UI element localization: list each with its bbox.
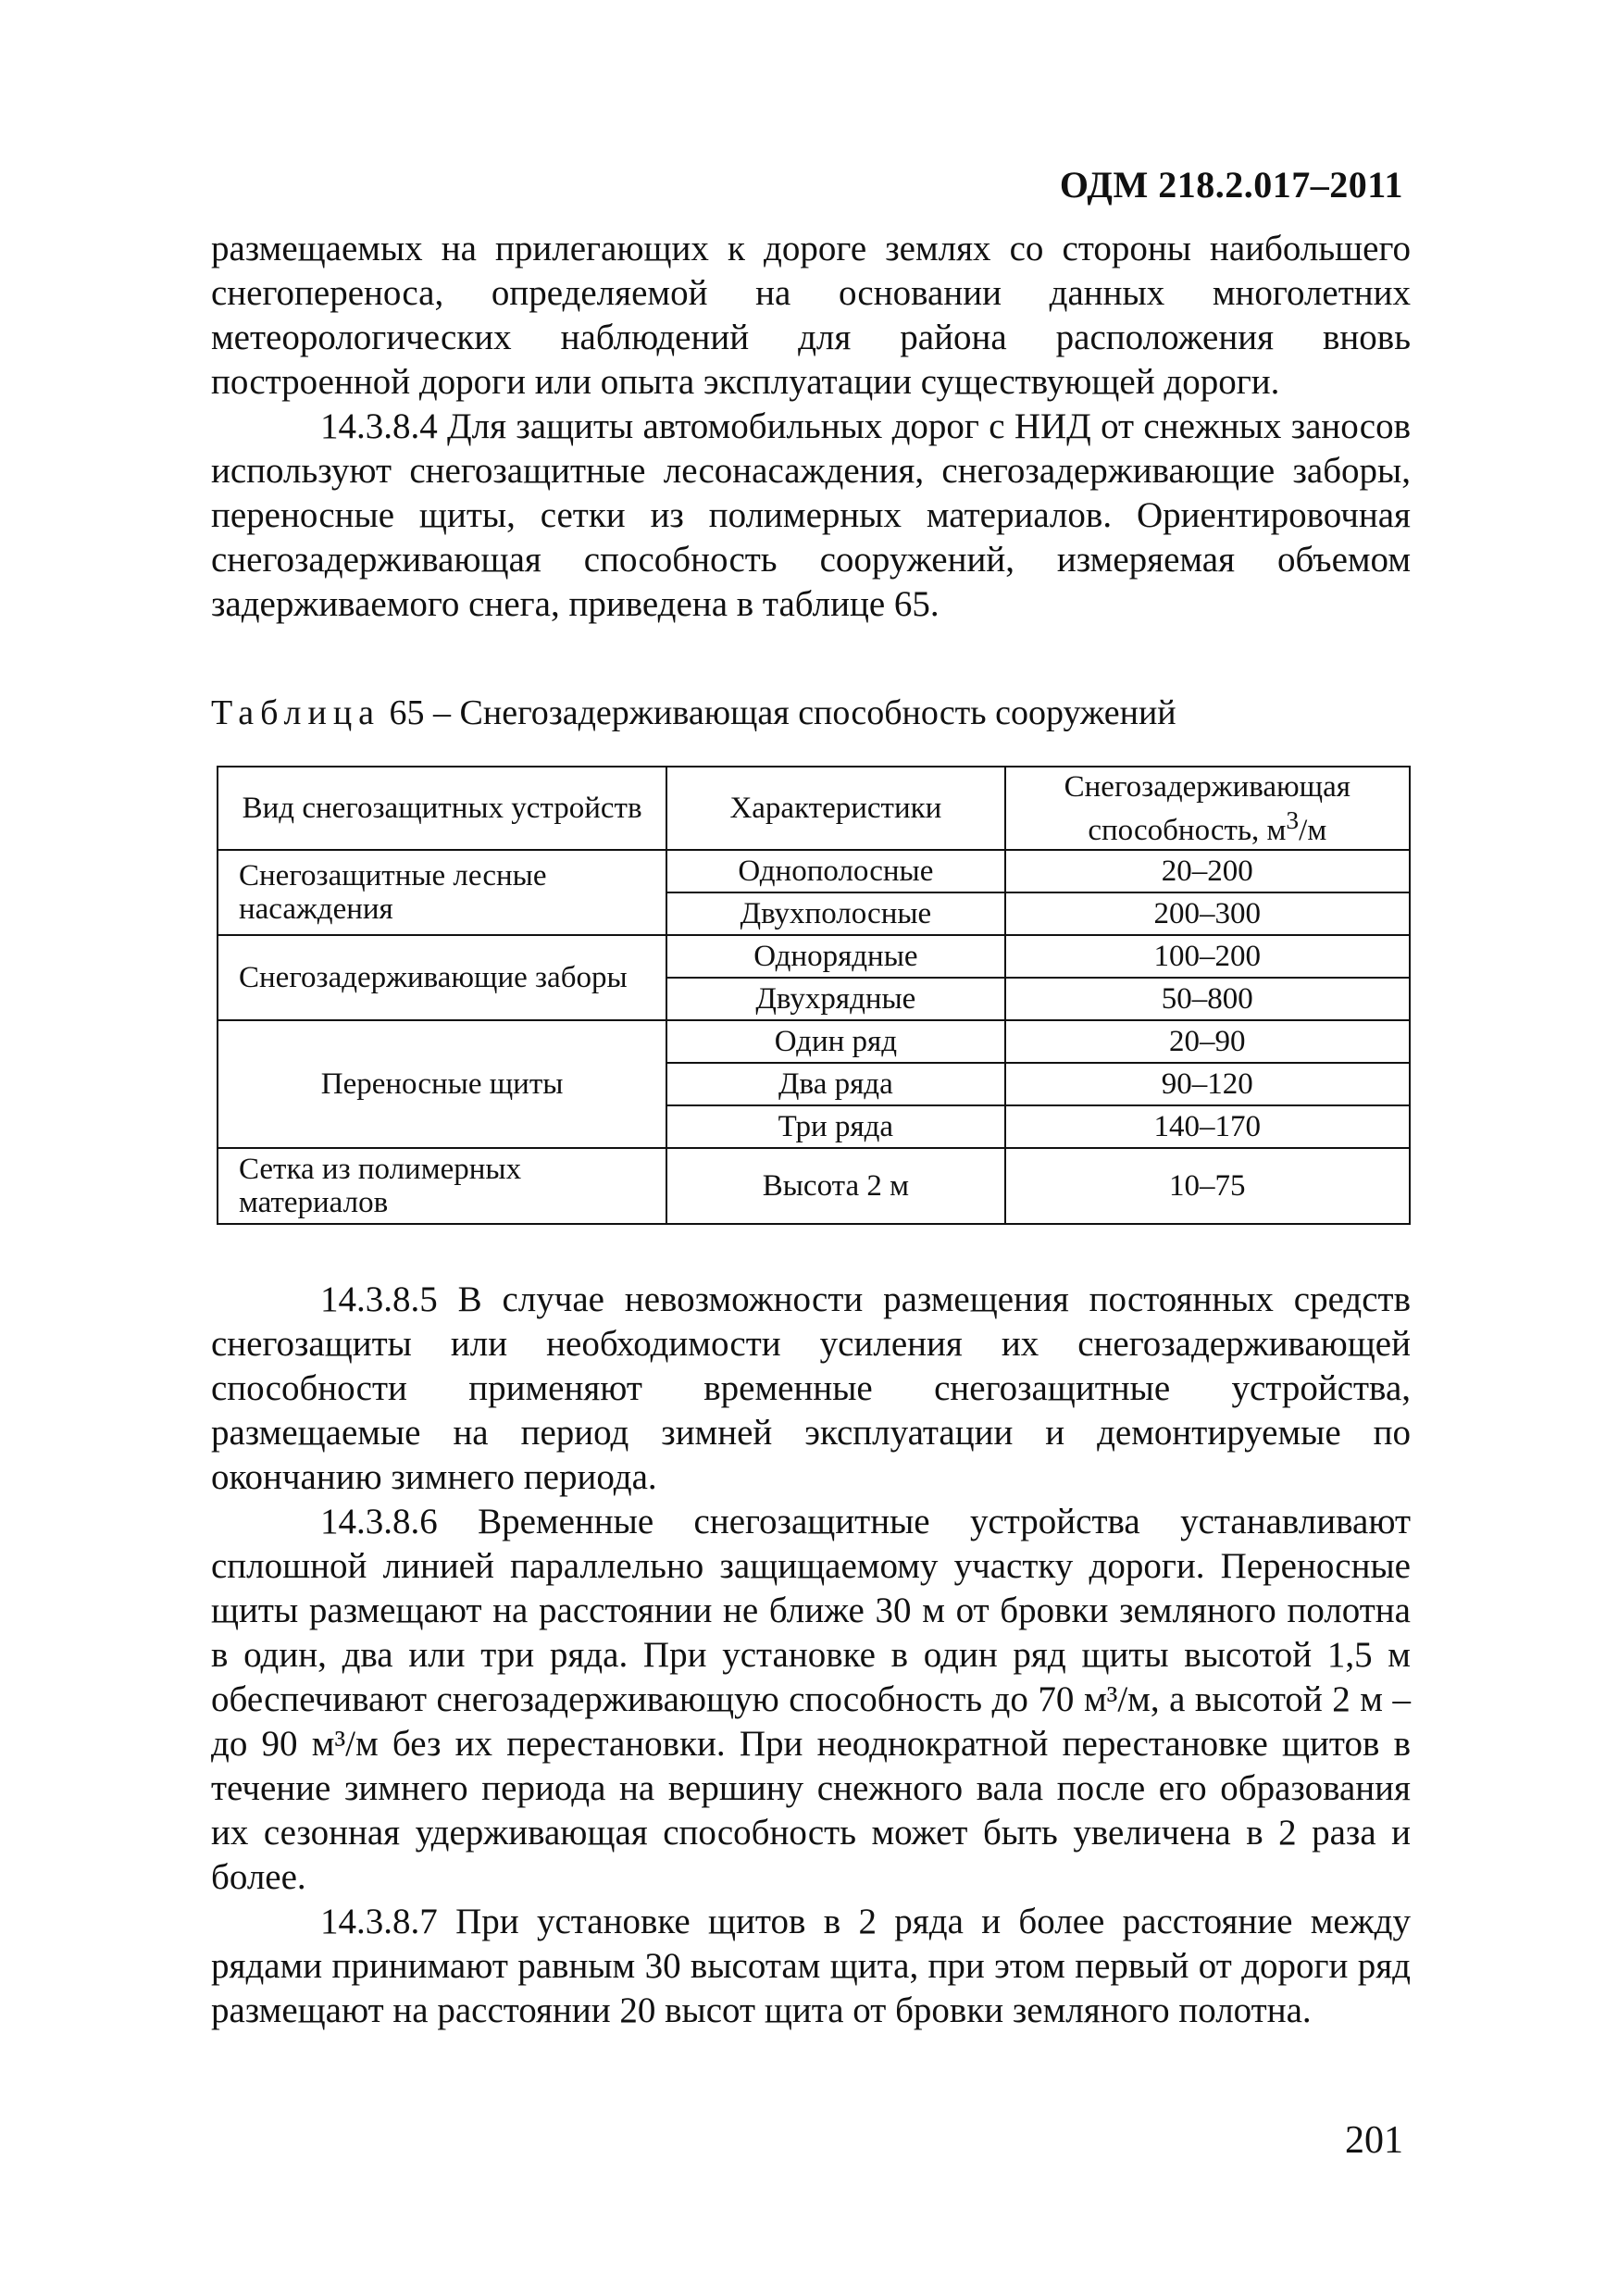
group-name-forest: Снегозащитные лесные насаждения	[218, 850, 666, 935]
table-caption-title: 65 – Снегозадерживающая способность сооружений	[380, 693, 1176, 732]
capacity-cell: 20–200	[1005, 850, 1410, 892]
paragraph-14-3-8-4: 14.3.8.4 Для защиты автомобильных дорог с НИД от снежных заносов используют снегозащитные лесонасаждения, снегозадерживающие заборы, переносные щиты, сетки из полимерных материалов. Ориентировочная снегозадерживающая способность сооружений, измеряемая объемом задерживаемого снега, приведена в таблице 65.	[211, 406, 1411, 624]
group-name-fences: Снегозадерживающие заборы	[218, 935, 666, 1020]
header-capacity-text: Снегозадерживающая способность, м	[1064, 769, 1350, 847]
paragraph-continuation: размещаемых на прилегающих к дороге землях со стороны наибольшего снегопереноса, определяемой на основании данных многолетних метеорологических наблюдений для района расположения вновь построенной дороги или опыта эксплуатации существующей дороги.	[211, 229, 1411, 402]
table-row	[218, 1148, 1410, 1224]
characteristic-cell: Двухрядные	[666, 978, 1004, 1020]
characteristic-cell: Два ряда	[666, 1063, 1004, 1105]
capacity-cell: 20–90	[1005, 1020, 1410, 1063]
table-row	[218, 1020, 1410, 1063]
paragraph-14-3-8-6: 14.3.8.6 Временные снегозащитные устройства устанавливают сплошной линией параллельно защищаемому участку дороги. Переносные щиты размещают на расстоянии не ближе 30 м от бровки земляного полотна в один, два или три ряда. При установке в один ряд щиты высотой 1,5 м обеспечивают снегозадерживающую способность до 70 м³/м, а высотой 2 м – до 90 м³/м без их перестановки. При неоднократной перестановке щитов в течение зимнего периода на вершину снежного вала после его образования их сезонная удерживающая способность может быть увеличена в 2 раза и более.	[211, 1502, 1411, 1897]
characteristic-cell: Однорядные	[666, 935, 1004, 978]
characteristic-cell: Высота 2 м	[666, 1148, 1004, 1224]
header-capacity-unit: /м	[1299, 813, 1327, 847]
page-number: 201	[1345, 2119, 1403, 2162]
capacity-cell: 200–300	[1005, 892, 1410, 935]
text-block-bottom	[211, 1278, 1411, 2033]
characteristic-cell: Однополосные	[666, 850, 1004, 892]
capacity-cell: 50–800	[1005, 978, 1410, 1020]
paragraph-14-3-8-5: 14.3.8.5 В случае невозможности размещения постоянных средств снегозащиты или необходимости усиления их снегозадерживающей способности применяют временные снегозащитные устройства, размещаемые на период зимней эксплуатации и демонтируемые по окончанию зимнего периода.	[211, 1279, 1411, 1497]
table-row	[218, 935, 1410, 978]
group-name-portable-shields: Переносные щиты	[218, 1020, 666, 1148]
table-caption	[211, 693, 1176, 733]
table-header-row	[218, 767, 1410, 850]
capacity-cell: 10–75	[1005, 1148, 1410, 1224]
capacity-cell: 140–170	[1005, 1105, 1410, 1148]
capacity-cell: 100–200	[1005, 935, 1410, 978]
capacity-cell: 90–120	[1005, 1063, 1410, 1105]
table-row	[218, 850, 1410, 892]
header-characteristics: Характеристики	[666, 767, 1004, 850]
text-block-top	[211, 227, 1411, 627]
snow-retention-table	[217, 766, 1411, 1225]
group-name-polymer-net: Сетка из полимерных материалов	[218, 1148, 666, 1224]
characteristic-cell: Один ряд	[666, 1020, 1004, 1063]
characteristic-cell: Три ряда	[666, 1105, 1004, 1148]
header-capacity-sup: 3	[1286, 805, 1300, 834]
document-code-header: ОДМ 218.2.017–2011	[1059, 164, 1403, 206]
header-type: Вид снегозащитных устройств	[218, 767, 666, 850]
paragraph-14-3-8-7: 14.3.8.7 При установке щитов в 2 ряда и более расстояние между рядами принимают равным 30 высотам щита, при этом первый от дороги ряд размещают на расстоянии 20 высот щита от бровки земляного полотна.	[211, 1902, 1411, 2030]
characteristic-cell: Двухполосные	[666, 892, 1004, 935]
header-capacity	[1005, 767, 1410, 850]
table-caption-word: Таблица	[211, 693, 381, 732]
